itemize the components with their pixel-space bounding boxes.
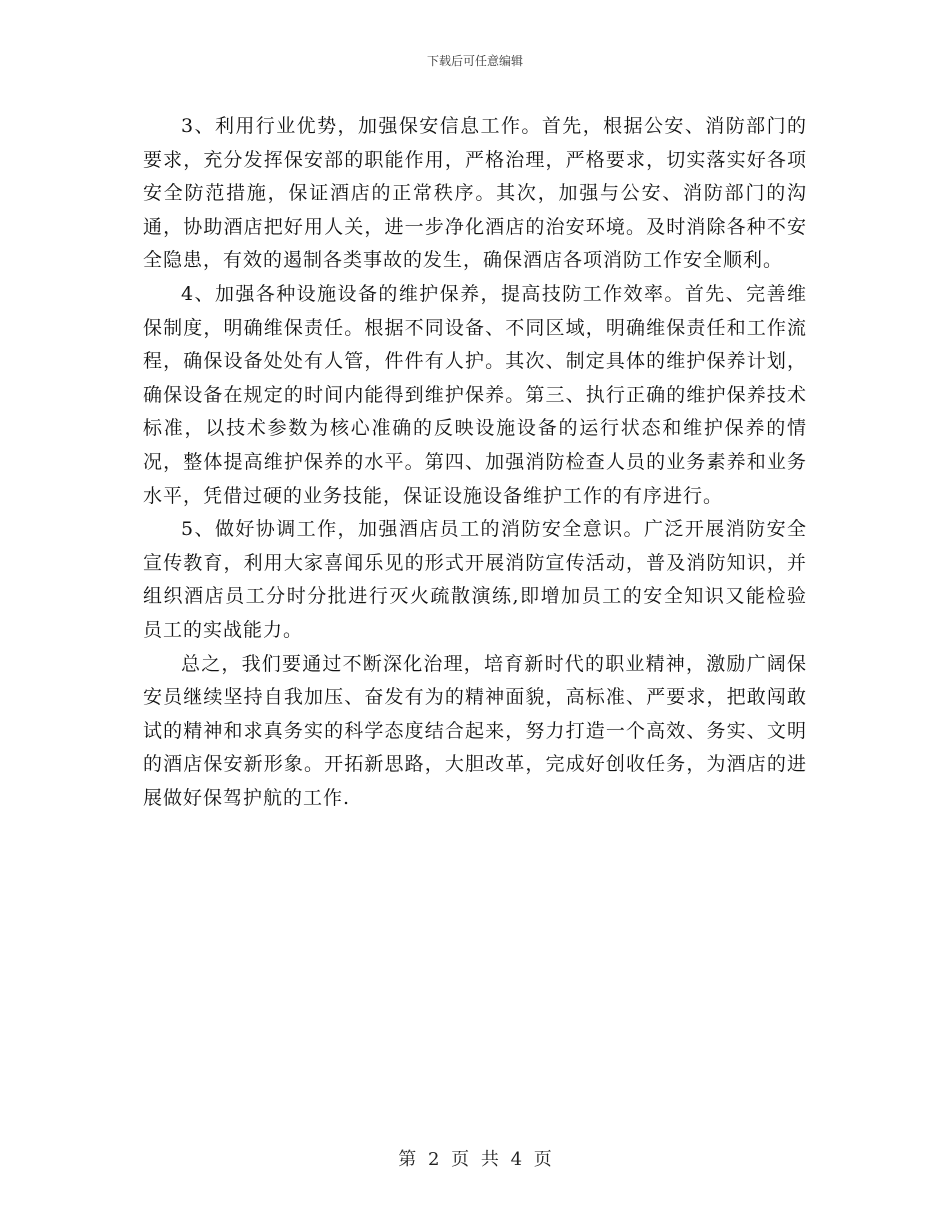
total-pages-number: 4 [510, 1149, 523, 1170]
footer-page-label: 页 [451, 1149, 470, 1170]
paragraph-4: 4、加强各种设施设备的维护保养，提高技防工作效率。首先、完善维保制度，明确维保责任。根据不同设备、不同区域，明确维保责任和工作流程，确保设备处处有人管，件件有人护。其次、制定具体的维护保养计划，确保设备在规定的时间内能得到维护保养。第三、执行正确的维护保养技术标准，以技术参数为核心准确的反映设施设备的运行状态和维护保养的情况，整体提高维护保养的水平。第四、加强消防检查人员的业务素养和业务水平，凭借过硬的业务技能，保证设施设备维护工作的有序进行。 [143, 282, 807, 507]
page-header: 下载后可任意编辑 [426, 54, 523, 68]
paragraph-3: 3、利用行业优势，加强保安信息工作。首先，根据公安、消防部门的要求，充分发挥保安部的职能作用，严格治理，严格要求，切实落实好各项安全防范措施，保证酒店的正常秩序。其次，加强与公安、消防部门的沟通，协助酒店把好用人关，进一步净化酒店的治安环境。及时消除各种不安全隐患，有效的遏制各类事故的发生，确保酒店各项消防工作安全顺利。 [143, 115, 807, 272]
paragraph-summary: 总之，我们要通过不断深化治理，培育新时代的职业精神，激励广阔保安员继续坚持自我加压、奋发有为的精神面貌，高标准、严要求，把敢闯敢试的精神和求真务实的科学态度结合起来，努力打造一个高效、务实、文明的酒店保安新形象。开拓新思路，大胆改革，完成好创收任务，为酒店的进展做好保驾护航的工作. [143, 652, 807, 809]
paragraph-5: 5、做好协调工作，加强酒店员工的消防安全意识。广泛开展消防安全宣传教育，利用大家喜闻乐见的形式开展消防宣传活动，普及消防知识，并组织酒店员工分时分批进行灭火疏散演练,即增加员工的安全知识又能检验员工的实战能力。 [143, 518, 807, 641]
page-footer [0, 1145, 950, 1171]
document-body [143, 110, 807, 815]
footer-total-prefix: 共 [480, 1149, 499, 1170]
current-page-number: 2 [427, 1149, 440, 1170]
footer-total-label: 页 [533, 1149, 552, 1170]
footer-prefix: 第 [398, 1149, 417, 1170]
